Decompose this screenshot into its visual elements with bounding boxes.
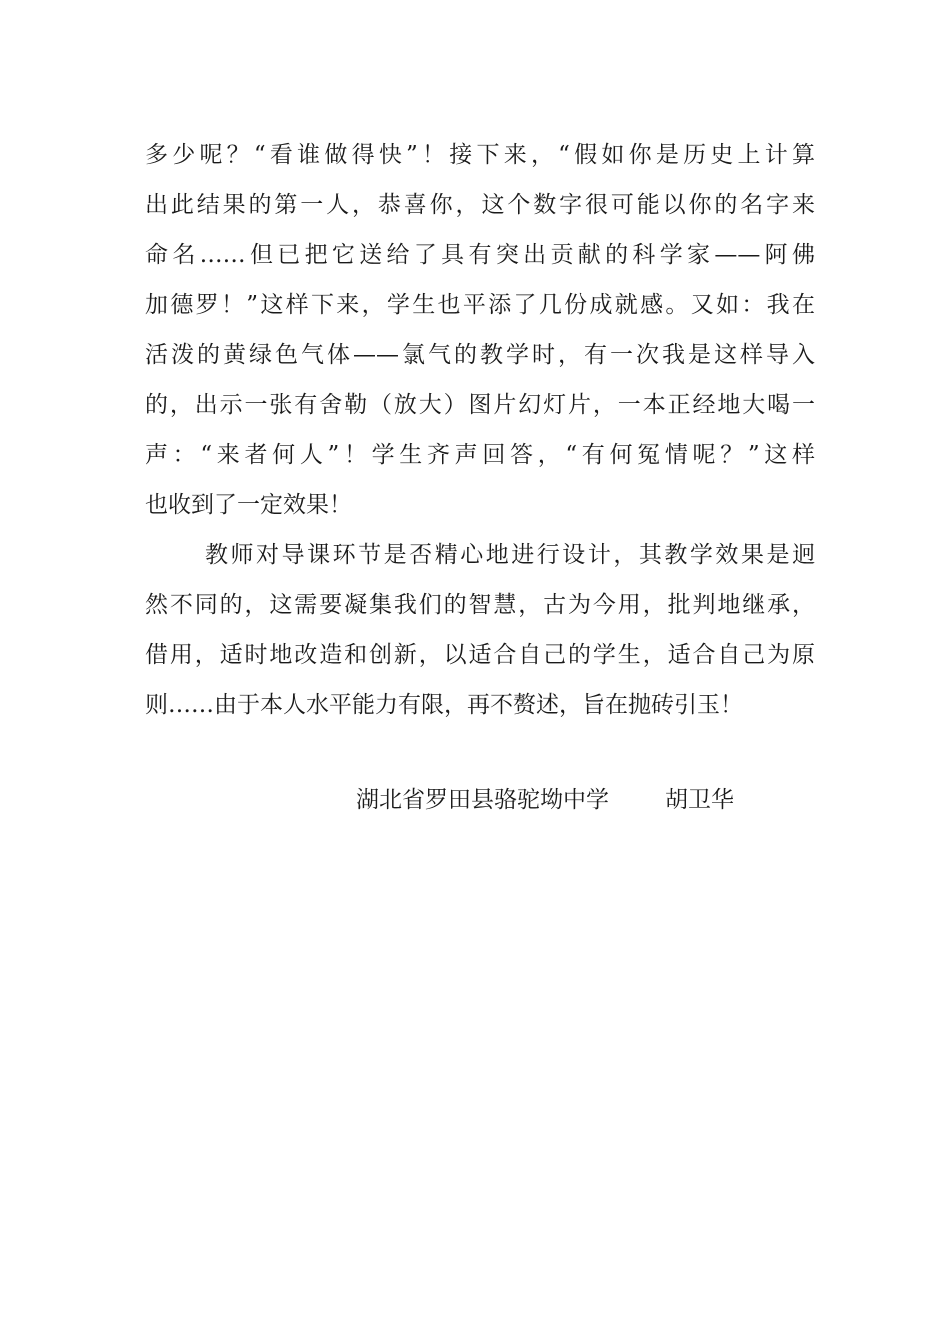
signature-author: 胡卫华	[665, 787, 734, 813]
text-line: 活泼的黄绿色气体——氯气的教学时，有一次我是这样导入	[145, 342, 815, 368]
text-line: 然不同的，这需要凝集我们的智慧，古为今用，批判地继承，	[145, 592, 815, 618]
text-line: 的，出示一张有舍勒（放大）图片幻灯片，一本正经地大喝一	[145, 392, 815, 418]
text-line: 加德罗！”这样下来，学生也平添了几份成就感。又如：我在	[145, 292, 815, 318]
text-line: 多少呢？“看谁做得快”！接下来，“假如你是历史上计算	[145, 142, 815, 168]
signature-school: 湖北省罗田县骆驼坳中学	[356, 787, 609, 813]
paragraph-2	[145, 530, 815, 730]
text-line: 也收到了一定效果！	[145, 492, 352, 518]
text-line: 则……由于本人水平能力有限，再不赘述，旨在抛砖引玉！	[145, 692, 743, 718]
signature	[356, 780, 734, 820]
paragraph-1	[145, 130, 815, 530]
text-line: 借用，适时地改造和创新，以适合自己的学生，适合自己为原	[145, 642, 815, 668]
text-line: 声：“来者何人”！学生齐声回答，“有何冤情呢？”这样	[145, 442, 815, 468]
text-line: 教师对导课环节是否精心地进行设计，其教学效果是迥	[205, 542, 815, 568]
text-line: 出此结果的第一人，恭喜你，这个数字很可能以你的名字来	[145, 192, 815, 218]
text-line: 命名……但已把它送给了具有突出贡献的科学家——阿佛	[145, 242, 815, 268]
body-text	[145, 130, 815, 730]
